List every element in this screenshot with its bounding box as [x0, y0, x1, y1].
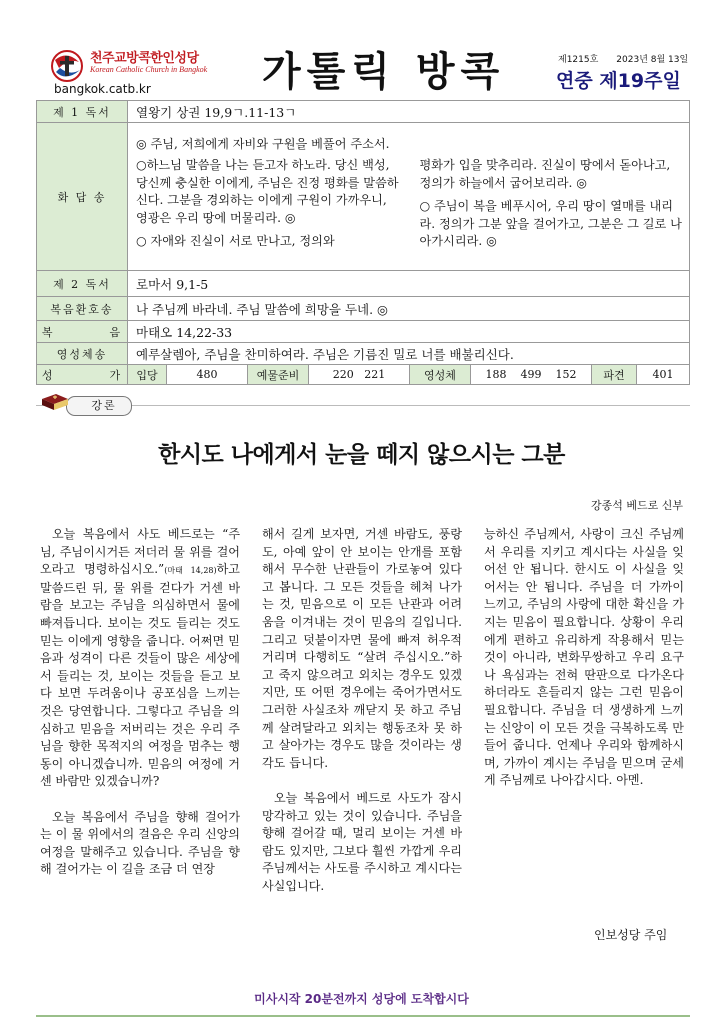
church-name-english: Korean Catholic Church in Bangkok — [90, 65, 208, 74]
homily-column-1 — [40, 526, 240, 879]
issue-info — [558, 52, 706, 65]
homily-paragraph: 능하신 주님께서, 사랑이 크신 주님께서 우리를 지키고 계시다는 사실을 잊어선 안 됩니다. 한시도 이 사실을 잊어서는 안 됩니다. 주님을 더 가까이 느끼고, 주님의 사랑에 대한 확신을 가지는 믿음이 필요합니다. 상황이 우리에게 편하고 유리하게 작용해서 믿는 것이 아니라, 변화무쌍하고 우리 요구나 욕심과는 전혀 딴판으로 다가온다 하더라도 흔들리지 않는 그런 믿음이 필요합니다. 주님을 더 생생하게 느끼는 신앙이 이 모든 것을 극복하도록 만들어 줍니다. 언제나 우리와 함께하시며, 가까이 계시는 주님을 믿으며 굳세게 주님께로 나아갑시다. 아멘. — [484, 527, 684, 788]
homily-author: 강종석 베드로 신부 — [590, 499, 683, 512]
first-reading-label: 제 1 독서 — [37, 101, 128, 123]
psalm-cell — [128, 123, 690, 271]
church-name: 천주교방콕한인성당 — [90, 51, 199, 66]
psalm-verse: ○ 주님이 복을 베푸시어, 우리 땅이 열매를 내리라. 정의가 그분 앞을 걸어가고, 그분은 그 길로 나아가시리라. ◎ — [419, 199, 682, 248]
psalm-verse: ○하느님 말씀을 나는 듣고자 하노라. 당신 백성, 당신께 충실한 이에게, 주님은 진정 평화를 말씀하신다. 그분을 경외하는 이에게 구원이 가까우니, 영광은 우리 땅에 머물리라. ◎ — [136, 158, 399, 225]
homily-paragraph: 오늘 복음에서 베드로 사도가 잠시 망각하고 있는 것이 있습니다. 주님을 향해 걸어갈 때, 멀리 보이는 거센 바람도 있지만, 그보다 훨씬 가깝게 우리 주님께서는 사도를 주시하고 계시다는 사실입니다. — [262, 790, 462, 893]
homily-signature: 인보성당 주임 — [594, 928, 668, 942]
section-divider — [36, 405, 690, 406]
hymn-offertory: 220 221 — [309, 365, 410, 385]
communion-antiphon-label: 영성체송 — [37, 343, 128, 365]
homily-badge — [66, 396, 132, 416]
hymn-recessional: 401 — [637, 365, 690, 385]
scripture-citation: (마태 14,28) — [164, 566, 217, 576]
homily-column-3 — [484, 526, 684, 790]
footer-notice: 미사시작 20분전까지 성당에 도착합시다 — [254, 992, 469, 1006]
psalm-label: 화 답 송 — [37, 123, 128, 271]
hymn-communion: 188 499 152 — [471, 365, 592, 385]
hymn-entrance: 480 — [167, 365, 248, 385]
second-reading-label: 제 2 독서 — [37, 271, 128, 297]
issue-number: 제1215호 — [558, 55, 599, 65]
homily-badge-label: 강론 — [91, 399, 117, 412]
communion-antiphon: 예루살렘아, 주님을 찬미하여라. 주님은 기름진 밀로 너를 배불리신다. — [128, 343, 690, 365]
second-reading: 로마서 9,1-5 — [128, 271, 690, 297]
gospel-label: 복 음 — [37, 321, 128, 343]
homily-text: 오늘 복음에서 사도 베드로는 “주님, 주님이시거든 저더러 물 위를 걸어오라고 명령하십시오.” — [40, 527, 240, 577]
hymn-entrance-label: 입당 — [128, 365, 167, 385]
footer-divider — [36, 1015, 690, 1017]
bulletin-title: 가톨릭 방콕 — [262, 49, 506, 95]
homily-paragraph: 해서 길게 보자면, 거센 바람도, 풍랑도, 아예 앞이 안 보이는 안개를 포함해서 무수한 난관들이 가로놓여 있다고 봅니다. 그 모든 것들을 헤쳐 나가는 것, 믿음으로 이 모든 난관과 어려움을 이겨내는 것이 믿음의 길입니다. 그리고 덧붙이자면 물에 빠져 허우적거리며 다행히도 “살려 주십시오.”하고 죽지 않으려고 외치는 경우도 있겠지만, 또 어떤 경우에는 죽어가면서도 그러한 사실조차 깨닫지 못 하고 주님께 살려달라고 외치는 행동조차 못 하고 살아가는 경우도 많을 것이라는 생각도 듭니다. — [262, 527, 462, 770]
psalm-response: ◎ 주님, 저희에게 자비와 구원을 베풀어 주소서. — [136, 136, 390, 151]
hymn-offertory-label: 예물준비 — [248, 365, 309, 385]
alleluia-verse: 나 주님께 바라네. 주님 말씀에 희망을 두네. ◎ — [128, 297, 690, 321]
homily-paragraph — [40, 526, 240, 791]
homily-title: 한시도 나에게서 눈을 떼지 않으시는 그분 — [158, 442, 565, 468]
psalm-verse: ○ 자애와 진실이 서로 만나고, 정의와 — [136, 234, 335, 248]
first-reading: 열왕기 상권 19,9ㄱ.11-13ㄱ — [128, 101, 690, 123]
church-url: bangkok.catb.kr — [54, 82, 151, 96]
hymn-label: 성 가 — [37, 365, 128, 385]
liturgical-season: 연중 제19주일 — [556, 70, 681, 92]
hymn-recessional-label: 파견 — [592, 365, 637, 385]
homily-text: 하고 말씀드린 뒤, 물 위를 걷다가 거센 바람을 보고는 주님을 의심하면서 물에 빠져듭니다. 보이는 것도 들리는 것도 믿는 이에게 영향을 줍니다. 어쩌면 믿음과 성격이 다른 것들이 많은 세상에서 들리는 것, 보이는 것들을 듣고 보다 보면 두려움이나 공포심을 느끼는 것은 당연합니다. 그렇다고 주님을 의심하고 믿음을 저버리는 것은 우리 주님을 향한 목적지의 여정을 멈추는 행동이 아니겠습니까. 믿음의 여정에 거센 바람만 있겠습니까? — [40, 562, 240, 789]
alleluia-label: 복음환호송 — [37, 297, 128, 321]
homily-column-2 — [262, 526, 462, 895]
readings-table — [36, 100, 690, 385]
church-logo-icon — [50, 48, 84, 84]
gospel-reading: 마태오 14,22-33 — [128, 321, 690, 343]
homily-paragraph: 오늘 복음에서 주님을 향해 걸어가는 이 물 위에서의 걸음은 우리 신앙의 여정을 말해주고 있습니다. 주님을 향해 걸어가는 이 길을 조금 더 연장 — [40, 809, 240, 877]
psalm-verse: 평화가 입을 맞추리라. 진실이 땅에서 돋아나고, 정의가 하늘에서 굽어보리라. ◎ — [419, 158, 671, 190]
bible-icon — [40, 391, 70, 413]
hymn-communion-label: 영성체 — [410, 365, 471, 385]
issue-date: 2023년 8월 13일 — [616, 55, 689, 65]
